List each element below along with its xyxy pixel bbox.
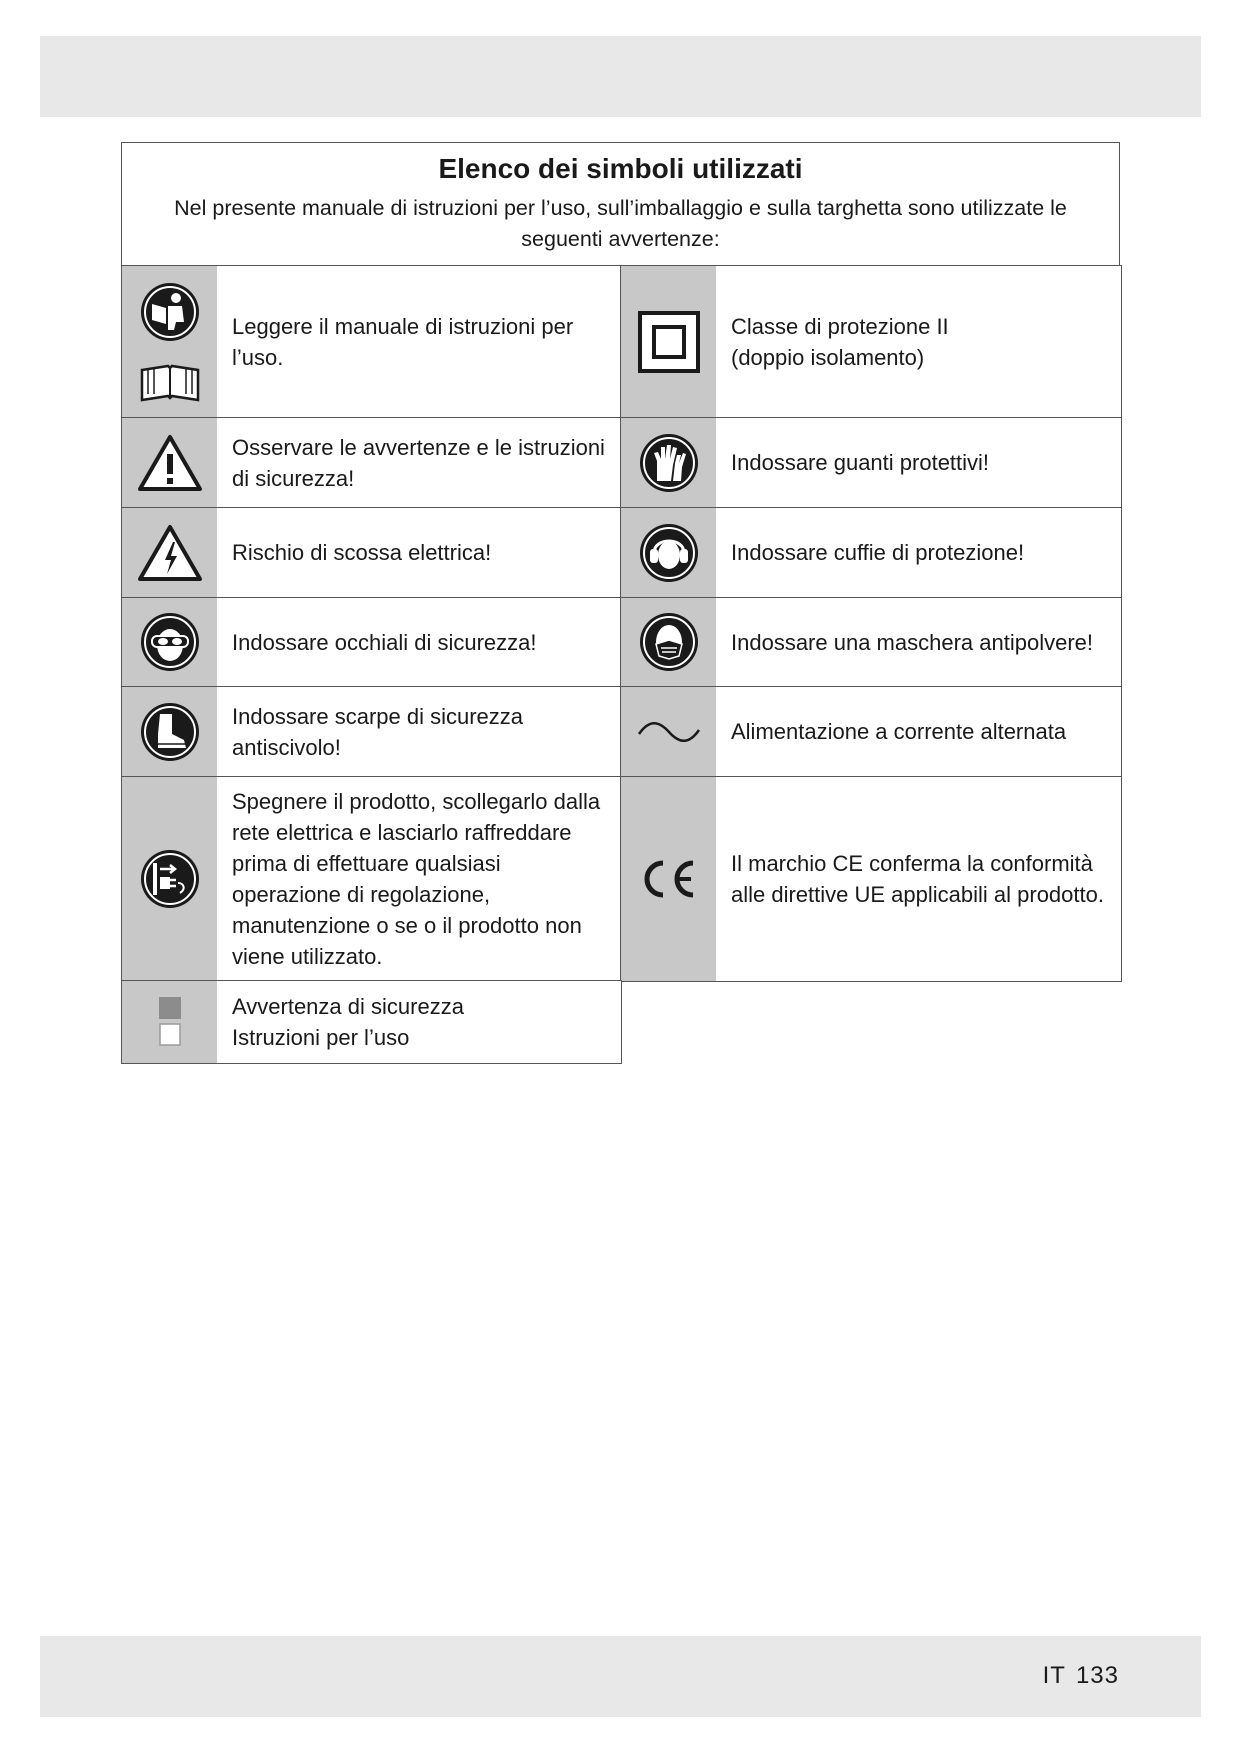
symbol-description: Osservare le avvertenze e le istruzioni di sicurezza! — [232, 434, 605, 491]
page-number-value: 133 — [1075, 1662, 1119, 1689]
electric-shock-icon — [137, 524, 203, 582]
bottom-band — [40, 1636, 1201, 1717]
protective-gloves-icon — [639, 433, 699, 493]
empty-cell — [620, 980, 1122, 1064]
top-band — [40, 36, 1201, 117]
page-subtitle: Nel presente manuale di istruzioni per l’uso, sull’imballaggio e sulla targhetta sono utilizzate le seguenti avvertenze: — [174, 196, 1067, 251]
dust-mask-icon — [639, 612, 699, 672]
symbols-sheet — [121, 142, 1120, 1063]
safety-shoes-icon — [140, 702, 200, 762]
symbol-row — [121, 597, 622, 688]
symbol-row — [121, 980, 622, 1064]
page-number — [1043, 1662, 1119, 1690]
symbol-description: Leggere il manuale di istruzioni per l’uso. — [232, 313, 574, 370]
symbol-row — [121, 265, 622, 418]
language-code: IT — [1042, 1662, 1066, 1689]
safety-goggles-icon — [140, 612, 200, 672]
symbol-description: Indossare cuffie di protezione! — [731, 540, 1025, 565]
symbol-description-line1: Avvertenza di sicurezza — [232, 994, 464, 1019]
symbol-row — [121, 686, 622, 777]
symbol-description: Rischio di scossa elettrica! — [232, 540, 492, 565]
symbol-row — [121, 417, 622, 509]
symbols-table — [121, 265, 1120, 1063]
symbol-description: Indossare guanti protettivi! — [731, 450, 990, 475]
page-title: Elenco dei simboli utilizzati — [438, 153, 803, 184]
read-manual-icon — [138, 282, 202, 402]
symbol-description-line2: Istruzioni per l’uso — [232, 1025, 410, 1050]
ce-mark-icon — [639, 857, 699, 901]
symbol-row — [620, 597, 1122, 688]
symbol-row — [121, 776, 622, 982]
legend-squares-icon — [159, 997, 181, 1047]
symbol-description: Indossare scarpe di sicurezza antiscivolo! — [232, 703, 524, 760]
alternating-current-icon — [636, 720, 702, 744]
unplug-icon — [140, 849, 200, 909]
symbol-description: Alimentazione a corrente alternata — [731, 719, 1067, 744]
symbol-row — [620, 686, 1122, 777]
protection-class-ii-icon — [638, 311, 700, 373]
symbol-description: Il marchio CE conferma la conformità alle direttive UE applicabili al prodotto. — [731, 850, 1104, 907]
symbol-row — [121, 507, 622, 598]
symbol-row — [620, 776, 1122, 982]
symbol-description: Indossare una maschera antipolvere! — [731, 629, 1093, 655]
symbol-description: Indossare occhiali di sicurezza! — [232, 629, 537, 655]
symbol-description: Spegnere il prodotto, scollegarlo dalla rete elettrica e lasciarlo raffreddare prima di effettuare qualsiasi operazione di regolazione, manutenzione o se o il prodotto non viene utilizzato. — [232, 788, 601, 969]
symbol-description-line2: (doppio isolamento) — [731, 344, 925, 370]
symbol-description-line1: Classe di protezione II — [731, 313, 949, 339]
symbols-header — [121, 142, 1120, 265]
symbol-row — [620, 417, 1122, 509]
symbol-row — [620, 507, 1122, 598]
symbol-row — [620, 265, 1122, 418]
ear-protection-icon — [639, 523, 699, 583]
warning-triangle-icon — [137, 434, 203, 492]
